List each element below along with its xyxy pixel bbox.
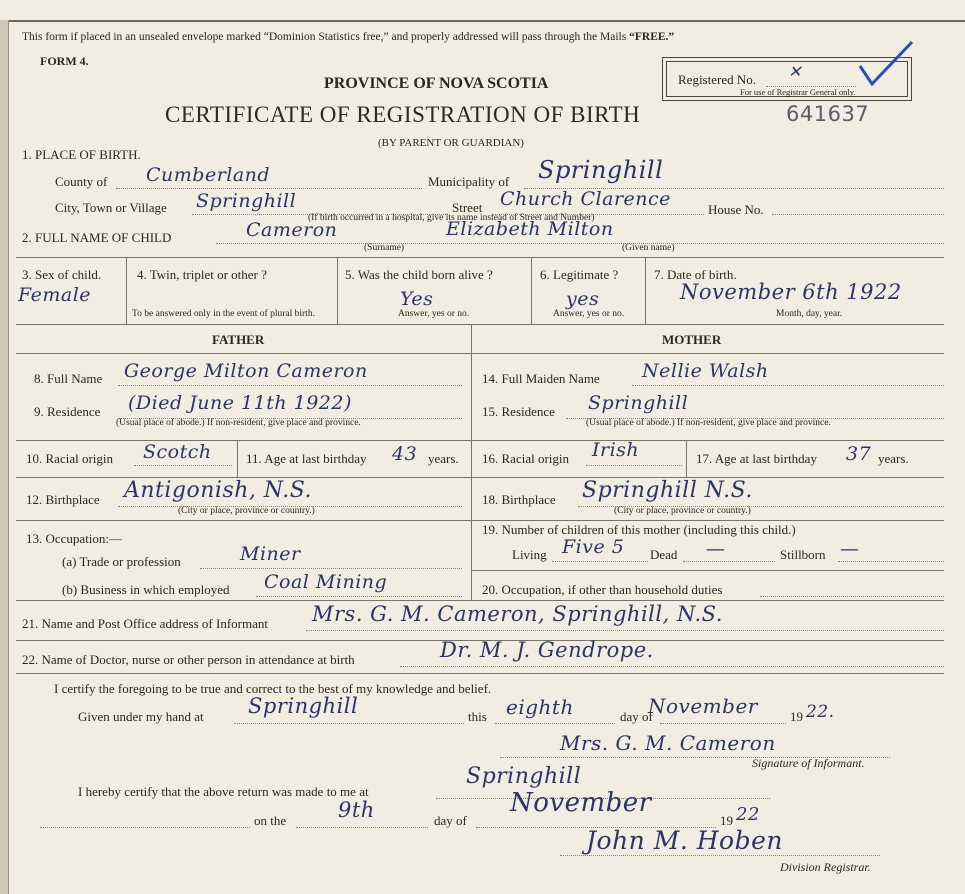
- registrar-year-prefix: 19: [720, 813, 733, 828]
- registrar-signature: John M. Hoben: [586, 826, 783, 855]
- father-age: 43: [392, 443, 418, 465]
- father-residence-note: (Usual place of abode.) If non-resident, give place and province.: [116, 418, 361, 428]
- day-of-label: day of: [620, 709, 653, 724]
- twin-note: To be answered only in the event of plural birth.: [132, 309, 315, 319]
- form-number: FORM 4.: [40, 54, 89, 68]
- child-name-label: 2. FULL NAME OF CHILD: [22, 230, 172, 245]
- living-label: Living: [512, 547, 547, 562]
- mail-notice-text: This form if placed in an unsealed envelope marked “Dominion Statistics free,” and properly addressed will pass through the Mails: [22, 31, 627, 43]
- father-years: years.: [428, 451, 459, 466]
- given-under-label: Given under my hand at: [78, 709, 204, 724]
- mother-racial: Irish: [592, 439, 640, 461]
- given-caption: (Given name): [622, 243, 675, 253]
- registrar-caption: Division Registrar.: [780, 860, 871, 874]
- municipality-value: Springhill: [538, 156, 664, 184]
- father-racial: Scotch: [143, 441, 212, 463]
- child-surname: Cameron: [246, 219, 338, 241]
- this-label: this: [468, 709, 487, 724]
- mother-years: years.: [878, 451, 909, 466]
- certificate-title: CERTIFICATE OF REGISTRATION OF BIRTH: [165, 102, 641, 127]
- legitimate-note: Answer, yes or no.: [553, 309, 625, 319]
- father-birthplace-note: (City or place, province or country.): [178, 506, 315, 516]
- father-name-label: 8. Full Name: [34, 371, 103, 386]
- province-heading: PROVINCE OF NOVA SCOTIA: [324, 75, 549, 92]
- children-label: 19. Number of children of this mother (including this child.): [482, 522, 796, 537]
- father-racial-label: 10. Racial origin: [26, 451, 114, 466]
- mother-birthplace-label: 18. Birthplace: [482, 492, 556, 507]
- registrar-day: 9th: [338, 798, 375, 822]
- father-residence: (Died June 11th 1922): [128, 392, 352, 414]
- registrar-day-of-label: day of: [434, 813, 467, 828]
- legitimate-label: 6. Legitimate ?: [540, 267, 619, 282]
- registrar-month: November: [510, 788, 652, 818]
- surname-caption: (Surname): [364, 243, 405, 253]
- street-label: Street: [452, 200, 483, 215]
- alive-label: 5. Was the child born alive ?: [345, 267, 493, 282]
- mother-age: 37: [846, 443, 872, 465]
- checkmark-icon: [858, 38, 918, 88]
- county-value: Cumberland: [146, 164, 271, 186]
- mother-racial-label: 16. Racial origin: [482, 451, 570, 466]
- mail-notice: [22, 32, 674, 44]
- mother-residence-label: 15. Residence: [482, 404, 555, 419]
- registered-note: For use of Registrar General only.: [740, 87, 856, 97]
- father-birthplace: Antigonish, N.S.: [124, 478, 313, 503]
- registered-scribble: ✕: [788, 62, 802, 81]
- city-label: City, Town or Village: [55, 200, 167, 215]
- date-note: Month, day, year.: [776, 309, 843, 319]
- mother-residence: Springhill: [588, 392, 689, 414]
- binding-stub: [0, 20, 9, 894]
- trade-value: Miner: [240, 543, 301, 565]
- mother-birthplace: Springhill N.S.: [582, 478, 753, 503]
- certify-statement: I certify the foregoing to be true and correct to the best of my knowledge and belief.: [54, 681, 492, 696]
- father-name: George Milton Cameron: [124, 360, 368, 382]
- hospital-note: (If birth occurred in a hospital, give its name instead of Street and Number): [308, 213, 595, 223]
- father-age-label: 11. Age at last birthday: [246, 451, 367, 466]
- mother-residence-note: (Usual place of abode.) If non-resident, give place and province.: [586, 418, 831, 428]
- mother-name: Nellie Walsh: [642, 360, 769, 382]
- doctor-value: Dr. M. J. Gendrope.: [440, 638, 654, 662]
- registrar-statement: I hereby certify that the above return was made to me at: [78, 784, 369, 799]
- dead-label: Dead: [650, 547, 678, 562]
- business-label: (b) Business in which employed: [62, 582, 230, 597]
- top-border: [0, 20, 965, 22]
- sex-value: Female: [18, 284, 92, 306]
- given-place: Springhill: [248, 694, 359, 718]
- doctor-label: 22. Name of Doctor, nurse or other person in attendance at birth: [22, 652, 355, 667]
- alive-value: Yes: [400, 288, 434, 310]
- municipality-label: Municipality of: [428, 174, 510, 189]
- informant-caption: Signature of Informant.: [752, 756, 865, 770]
- certificate-subtitle: (BY PARENT OR GUARDIAN): [378, 137, 524, 149]
- business-value: Coal Mining: [264, 571, 388, 593]
- informant-signature: Mrs. G. M. Cameron: [560, 731, 776, 755]
- registrar-year-suffix: 22: [736, 804, 760, 825]
- date-value: November 6th 1922: [680, 280, 902, 304]
- year-suffix: 22.: [806, 702, 835, 722]
- place-of-birth-label: 1. PLACE OF BIRTH.: [22, 147, 141, 162]
- mother-occupation-label: 20. Occupation, if other than household duties: [482, 582, 723, 597]
- dead-value: —: [706, 538, 726, 560]
- mother-age-label: 17. Age at last birthday: [696, 451, 817, 466]
- date-label: 7. Date of birth.: [654, 267, 737, 282]
- house-label: House No.: [708, 202, 764, 217]
- father-residence-label: 9. Residence: [34, 404, 101, 419]
- informant-label: 21. Name and Post Office address of Informant: [22, 616, 268, 631]
- father-birthplace-label: 12. Birthplace: [26, 492, 100, 507]
- trade-label: (a) Trade or profession: [62, 554, 181, 569]
- mother-birthplace-note: (City or place, province or country.): [614, 506, 751, 516]
- county-label: County of: [55, 174, 108, 189]
- year-prefix: 19: [790, 709, 803, 724]
- street-value: Church Clarence: [500, 188, 671, 210]
- living-value: Five 5: [562, 536, 625, 558]
- occupation-label: 13. Occupation:—: [26, 531, 123, 546]
- sex-label: 3. Sex of child.: [22, 267, 102, 282]
- this-day: eighth: [506, 695, 574, 719]
- given-month: November: [648, 694, 758, 718]
- twin-label: 4. Twin, triplet or other ?: [137, 267, 267, 282]
- registration-number: 641637: [786, 102, 870, 126]
- informant-value: Mrs. G. M. Cameron, Springhill, N.S.: [312, 602, 723, 626]
- mother-name-label: 14. Full Maiden Name: [482, 371, 600, 386]
- mother-heading: MOTHER: [662, 332, 722, 347]
- on-the-label: on the: [254, 813, 287, 828]
- registrar-place: Springhill: [466, 764, 582, 789]
- mail-notice-free: “FREE.”: [629, 31, 675, 43]
- father-heading: FATHER: [212, 332, 265, 347]
- alive-note: Answer, yes or no.: [398, 309, 470, 319]
- city-value: Springhill: [196, 190, 297, 212]
- stillborn-label: Stillborn: [780, 547, 826, 562]
- legitimate-value: yes: [566, 288, 600, 310]
- registered-label: Registered No.: [678, 72, 756, 87]
- stillborn-value: —: [840, 538, 860, 560]
- child-given-name: Elizabeth Milton: [446, 218, 614, 240]
